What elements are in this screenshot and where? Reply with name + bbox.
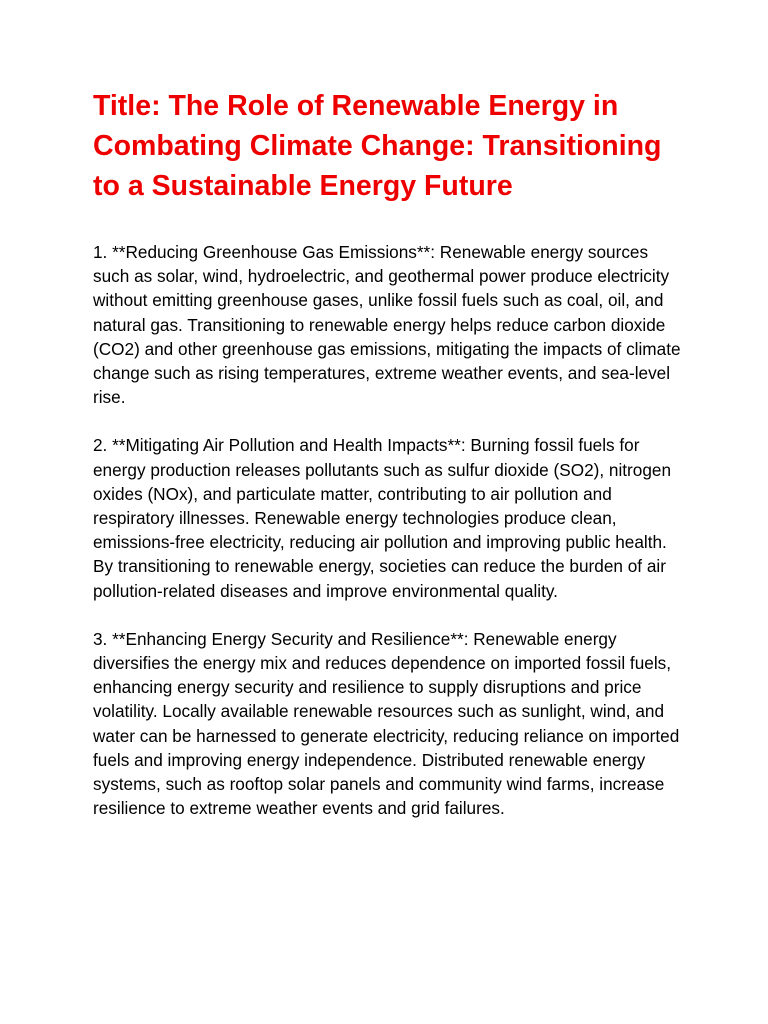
document-body [93,240,683,820]
paragraph-greenhouse-emissions: 1. **Reducing Greenhouse Gas Emissions**: Renewable energy sources such as solar, wind, hydroelectric, and geothermal power produce electricity without emitting greenhouse gases, unlike fossil fuels such as coal, oil, and natural gas. Transitioning to renewable energy helps reduce carbon dioxide (CO2) and other greenhouse gas emissions, mitigating the impacts of climate change such as rising temperatures, extreme weather events, and sea-level rise. [93,242,681,408]
document-title: Title: The Role of Renewable Energy in Combating Climate Change: Transitioning to a Sustainable Energy Future [93,90,662,202]
document-page [93,86,683,844]
paragraph-air-pollution: 2. **Mitigating Air Pollution and Health Impacts**: Burning fossil fuels for energy production releases pollutants such as sulfur dioxide (SO2), nitrogen oxides (NOx), and particulate matter, contributing to air pollution and respiratory illnesses. Renewable energy technologies produce clean, emissions-free electricity, reducing air pollution and improving public health. By transitioning to renewable energy, societies can reduce the burden of air pollution-related diseases and improve environmental quality. [93,435,672,601]
paragraph-energy-security: 3. **Enhancing Energy Security and Resilience**: Renewable energy diversifies the energy mix and reduces dependence on imported fossil fuels, enhancing energy security and resilience to supply disruptions and price volatility. Locally available renewable resources such as sunlight, wind, and water can be harnessed to generate electricity, reducing reliance on imported fuels and improving energy independence. Distributed renewable energy systems, such as rooftop solar panels and community wind farms, increase resilience to extreme weather events and grid failures. [93,628,680,819]
